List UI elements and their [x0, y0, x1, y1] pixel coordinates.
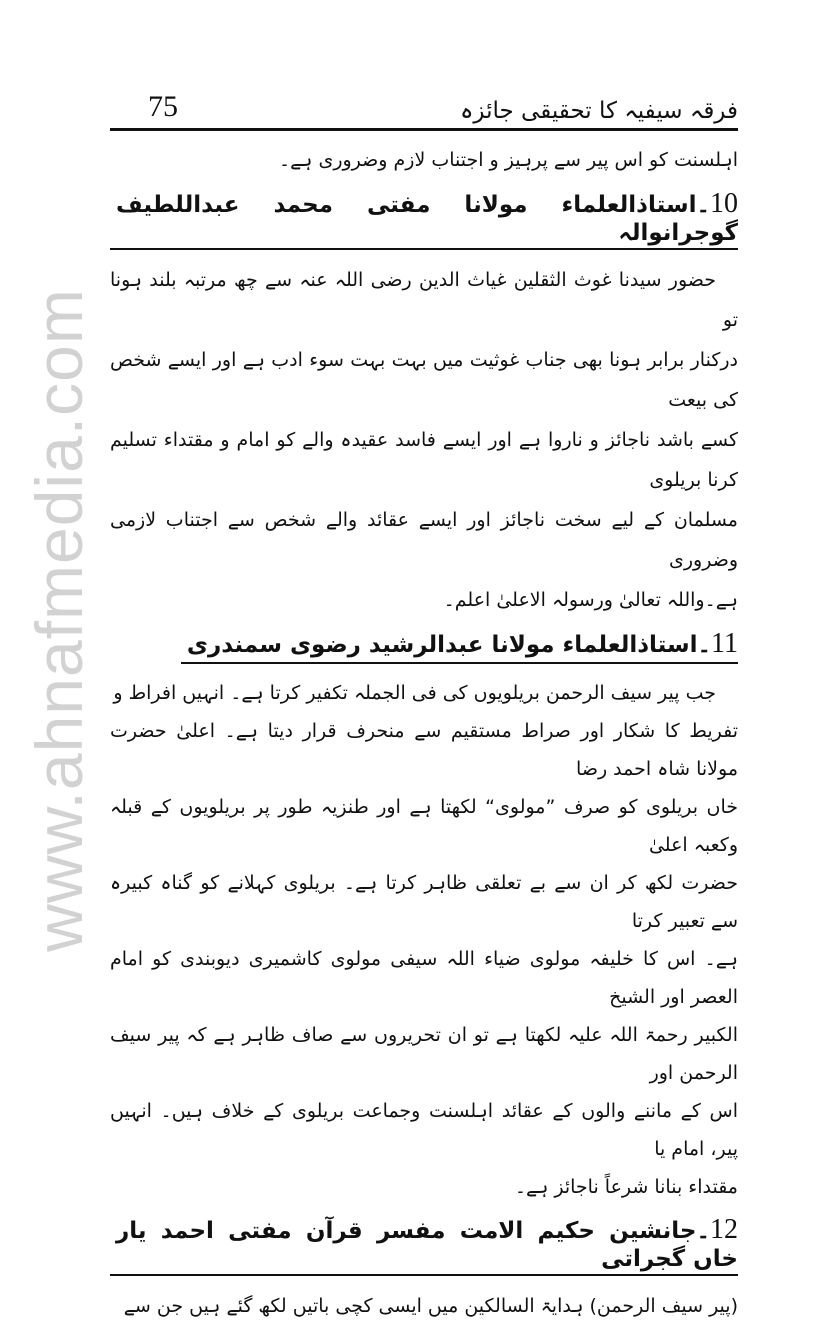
page-number: 75 — [148, 90, 178, 123]
section-10-line: مسلمان کے لیے سخت ناجائز اور ایسے عقائد والے شخص سے اجتناب لازمی وضروری — [110, 509, 738, 571]
section-10-number: 10 — [710, 188, 738, 219]
section-10-title: ۔استاذالعلماء مولانا مفتی محمد عبداللطیف گوجرانوالہ — [116, 192, 738, 246]
section-11-line: مقتداء بنانا شرعاً ناجائز ہے۔ — [514, 1176, 738, 1198]
section-11-line: خاں بریلوی کو صرف ”مولوی“ لکھتا ہے اور طنزیہ طور پر بریلویوں کے قبلہ وکعبہ اعلیٰ — [110, 796, 738, 856]
section-11-line: ہے۔ اس کا خلیفہ مولوی ضیاء اللہ سیفی مولوی کاشمیری دیوبندی کو امام العصر اور الشیخ — [110, 948, 738, 1008]
section-11-line: حضرت لکھ کر ان سے بے تعلقی ظاہر کرتا ہے۔ بریلوی کہلانے کو گناہ کبیرہ سے تعبیر کرتا — [110, 872, 738, 932]
intro-line: اہلسنت کو اس پیر سے پرہیز و اجتناب لازم وضروری ہے۔ — [279, 149, 738, 171]
section-12-title: ۔جانشین حکیم الامت مفسر قرآن مفتی احمد یار خاں گجراتی — [116, 1218, 738, 1272]
section-12-number: 12 — [710, 1214, 738, 1245]
section-10-line: حضور سیدنا غوث الثقلین غیاث الدین رضی اللہ عنہ سے چھ مرتبہ بلند ہونا تو — [110, 269, 738, 331]
section-11-line: اس کے ماننے والوں کے عقائد اہلسنت وجماعت بریلوی کے خلاف ہیں۔ انہیں پیر، امام یا — [110, 1100, 738, 1160]
section-11-number: 11 — [711, 628, 738, 659]
section-12-line: (پیر سیف الرحمن) ہدایۃ السالکین میں ایسی کچی باتیں لکھ گئے ہیں جن سے — [123, 1295, 738, 1317]
section-11-line: جب پیر سیف الرحمن بریلویوں کی فی الجملہ تکفیر کرتا ہے۔ انہیں افراط و — [113, 682, 716, 704]
section-10-line: درکنار برابر ہونا بھی جناب غوثیت میں بہت بہت سوء ادب ہے اور ایسے شخص کی بیعت — [110, 349, 738, 411]
section-12-heading — [110, 1210, 738, 1276]
page-content — [110, 140, 738, 1326]
section-11-body — [110, 674, 738, 1206]
section-10-line: ہے۔واللہ تعالیٰ ورسولہ الاعلیٰ اعلم۔ — [443, 589, 738, 611]
section-11-line: الکبیر رحمۃ اللہ علیہ لکھتا ہے تو ان تحریروں سے صاف ظاہر ہے کہ پیر سیف الرحمن اور — [110, 1024, 738, 1084]
page-header — [110, 84, 738, 131]
section-11-title: ۔استاذالعلماء مولانا عبدالرشید رضوی سمندری — [186, 632, 712, 658]
watermark-text: www.ahnafmedia.com — [22, 288, 97, 952]
watermark — [14, 250, 104, 990]
section-11-line: تفریط کا شکار اور صراط مستقیم سے منحرف قرار دیتا ہے۔ اعلیٰ حضرت مولانا شاہ احمد رضا — [110, 720, 738, 780]
section-10-heading — [110, 184, 738, 250]
section-10-body — [110, 260, 738, 620]
running-title: فرقہ سیفیہ کا تحقیقی جائزہ — [459, 98, 738, 124]
section-12-body — [110, 1286, 738, 1326]
section-10-line: کسے باشد ناجائز و ناروا ہے اور ایسے فاسد عقیدہ والے کو امام و مقتداء تسلیم کرنا بریلوی — [110, 429, 738, 491]
section-11-heading — [181, 624, 738, 664]
